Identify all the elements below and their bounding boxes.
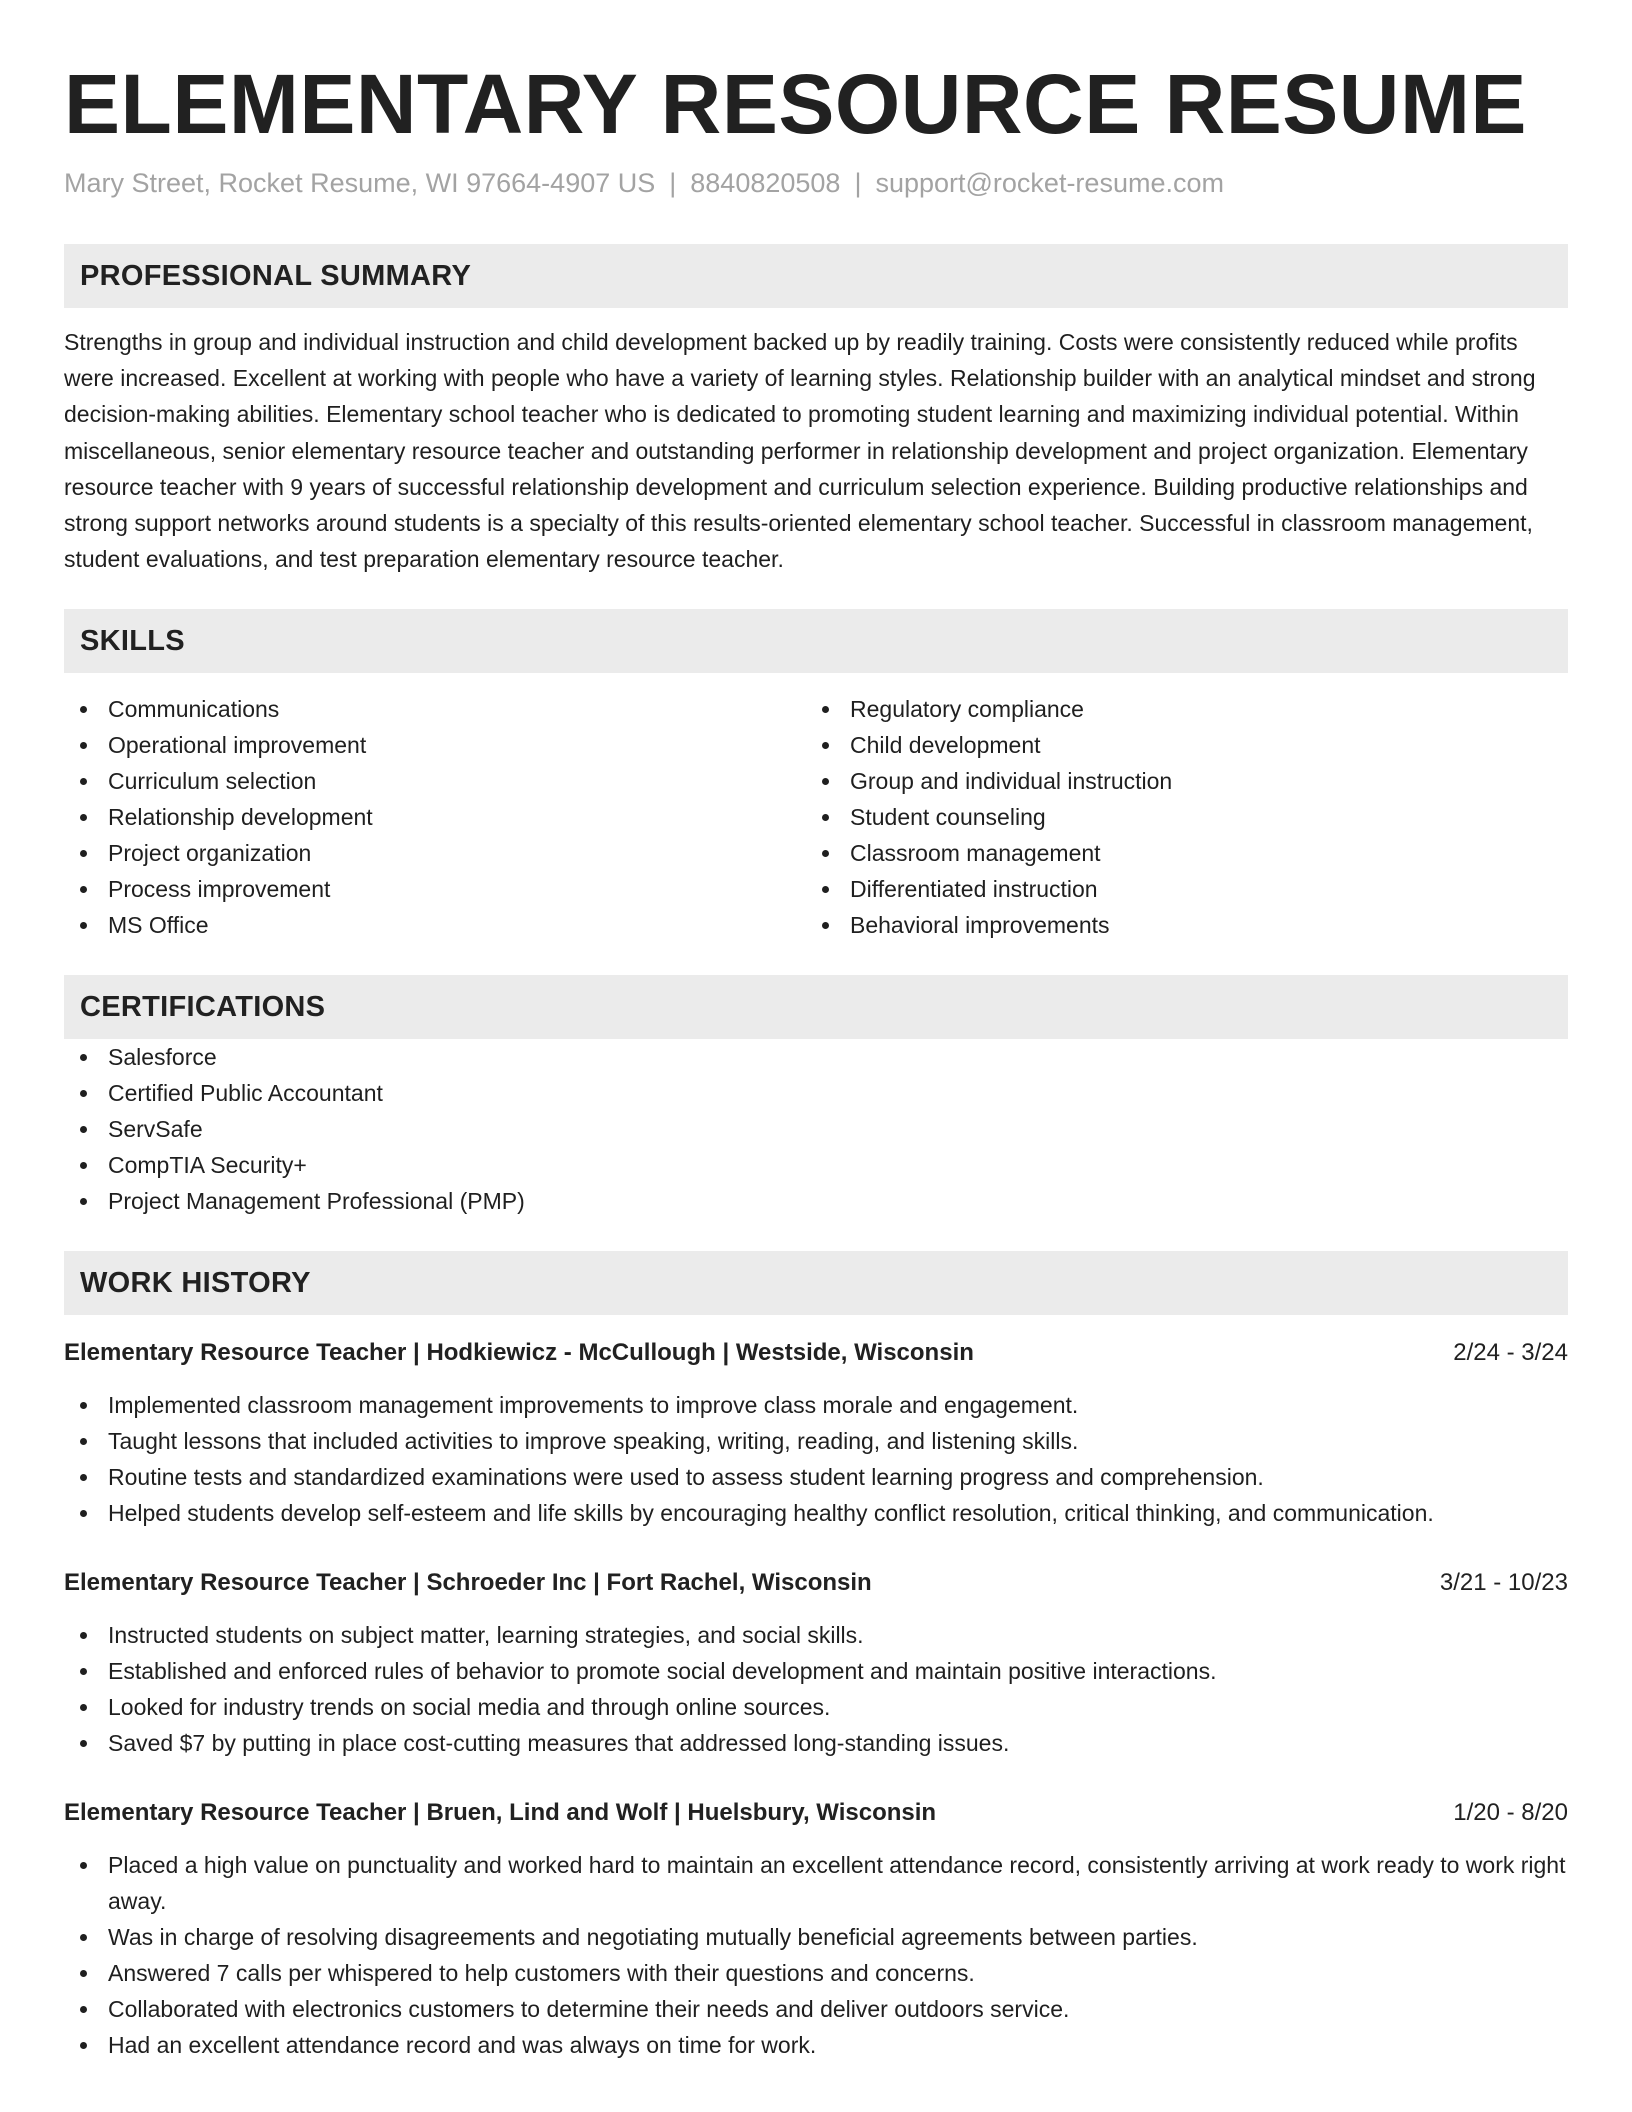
contact-address: Mary Street, Rocket Resume, WI 97664-4907 US [64,168,656,198]
list-item: Had an excellent attendance record and was always on time for work. [64,2027,1568,2063]
job-entry [64,1335,1568,1531]
section-header-work-history: WORK HISTORY [64,1251,1568,1315]
skills-list-left [64,691,806,943]
list-item: Instructed students on subject matter, learning strategies, and social skills. [64,1617,1568,1653]
skills-column-left [64,691,806,943]
list-item: Was in charge of resolving disagreements and negotiating mutually beneficial agreements between parties. [64,1919,1568,1955]
section-header-summary: PROFESSIONAL SUMMARY [64,244,1568,308]
job-title: Elementary Resource Teacher | Hodkiewicz - McCullough | Westside, Wisconsin [64,1339,974,1367]
contact-line [64,166,1568,200]
job-header [64,1335,1568,1371]
list-item: Process improvement [64,871,806,907]
list-item: Relationship development [64,799,806,835]
list-item: Taught lessons that included activities to improve speaking, writing, reading, and listening skills. [64,1423,1568,1459]
list-item: CompTIA Security+ [64,1147,1568,1183]
job-bullets [64,1387,1568,1531]
skills-list-right [806,691,1548,943]
job-title: Elementary Resource Teacher | Schroeder Inc | Fort Rachel, Wisconsin [64,1569,872,1597]
list-item: Collaborated with electronics customers to determine their needs and deliver outdoors service. [64,1991,1568,2027]
list-item: Certified Public Accountant [64,1075,1568,1111]
job-header [64,1565,1568,1601]
section-header-certifications: CERTIFICATIONS [64,975,1568,1039]
summary-text: Strengths in group and individual instruction and child development backed up by readily training. Costs were consistently reduced while profits were increased. Excellent at working with people who have a variety of learning styles. Relationship builder with an analytical mindset and strong decision-making abilities. Elementary school teacher who is dedicated to promoting student learning and maximizing individual potential. Within miscellaneous, senior elementary resource teacher and outstanding performer in relationship development and project organization. Elementary resource teacher with 9 years of successful relationship development and curriculum selection experience. Building productive relationships and strong support networks around students is a specialty of this results-oriented elementary school teacher. Successful in classroom management, student evaluations, and test preparation elementary resource teacher. [64,329,1536,573]
contact-separator: | [669,168,677,198]
list-item: Behavioral improvements [806,907,1548,943]
list-item: ServSafe [64,1111,1568,1147]
list-item: Regulatory compliance [806,691,1548,727]
job-entry [64,1795,1568,2063]
list-item: Differentiated instruction [806,871,1548,907]
contact-phone: 8840820508 [690,168,841,198]
job-bullets [64,1847,1568,2063]
work-history-list [64,1335,1568,2063]
list-item: Routine tests and standardized examinations were used to assess student learning progress and comprehension. [64,1459,1568,1495]
job-dates: 2/24 - 3/24 [1453,1339,1568,1367]
job-dates: 3/21 - 10/23 [1439,1569,1568,1597]
list-item: Established and enforced rules of behavior to promote social development and maintain positive interactions. [64,1653,1568,1689]
list-item: Answered 7 calls per whispered to help customers with their questions and concerns. [64,1955,1568,1991]
list-item: Child development [806,727,1548,763]
list-item: Placed a high value on punctuality and worked hard to maintain an excellent attendance record, consistently arriving at work ready to work right away. [64,1847,1568,1919]
job-header [64,1795,1568,1831]
list-item: Project Management Professional (PMP) [64,1183,1568,1219]
list-item: Looked for industry trends on social media and through online sources. [64,1689,1568,1725]
certifications-list [64,1039,1568,1219]
list-item: Curriculum selection [64,763,806,799]
contact-separator: | [854,168,862,198]
list-item: Helped students develop self-esteem and life skills by encouraging healthy conflict resolution, critical thinking, and communication. [64,1495,1568,1531]
skills-column-right [806,691,1548,943]
list-item: Operational improvement [64,727,806,763]
list-item: Classroom management [806,835,1548,871]
list-item: Implemented classroom management improvements to improve class morale and engagement. [64,1387,1568,1423]
job-title: Elementary Resource Teacher | Bruen, Lind and Wolf | Huelsbury, Wisconsin [64,1799,937,1827]
resume-title: ELEMENTARY RESOURCE RESUME [64,57,1527,151]
list-item: Project organization [64,835,806,871]
list-item: MS Office [64,907,806,943]
section-header-skills: SKILLS [64,609,1568,673]
contact-email: support@rocket-resume.com [875,168,1224,198]
list-item: Saved $7 by putting in place cost-cutting measures that addressed long-standing issues. [64,1725,1568,1761]
resume-page [64,0,1568,2063]
list-item: Salesforce [64,1039,1568,1075]
list-item: Communications [64,691,806,727]
list-item: Group and individual instruction [806,763,1548,799]
job-bullets [64,1617,1568,1761]
skills-grid [64,691,1568,943]
job-entry [64,1565,1568,1761]
job-dates: 1/20 - 8/20 [1453,1799,1568,1827]
list-item: Student counseling [806,799,1548,835]
